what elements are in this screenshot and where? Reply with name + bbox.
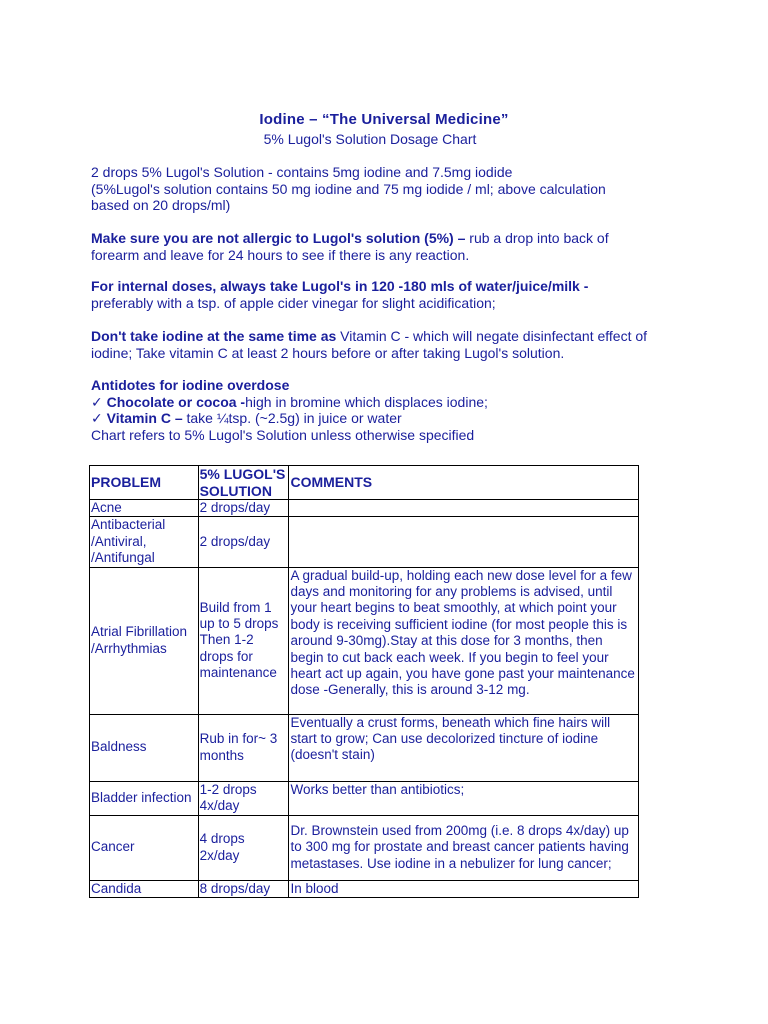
- intro-line-1: 2 drops 5% Lugol's Solution - contains 5mg iodine and 7.5mg iodide: [91, 164, 513, 180]
- antidote-vitamin-c-text: take ¼tsp. (~2.5g) in juice or water: [182, 410, 402, 426]
- checkmark-icon-chocolate-label: ✓ Chocolate or cocoa -: [91, 393, 246, 410]
- antidotes-section: [91, 377, 651, 443]
- problem-cell: Atrial Fibrillation /Arrhythmias: [90, 567, 199, 714]
- dose-cell: 2 drops/day: [198, 517, 289, 567]
- antidote-chocolate-text: high in bromine which displaces iodine;: [245, 393, 488, 410]
- dose-cell: Rub in for~ 3 months: [198, 714, 289, 781]
- comment-cell: [289, 517, 639, 567]
- comment-cell: Works better than antibiotics;: [289, 781, 639, 815]
- comment-cell: Eventually a crust forms, beneath which fine hairs will start to grow; Can use decolorized tincture of iodine (doesn't stain): [289, 714, 639, 781]
- allergy-paragraph: [91, 230, 651, 263]
- header-problem: PROBLEM: [90, 466, 199, 500]
- internal-dose-text: preferably with a tsp. of apple cider vinegar for slight acidification;: [91, 294, 496, 311]
- dose-cell: 8 drops/day: [198, 880, 289, 897]
- header-solution: 5% LUGOL'S SOLUTION: [198, 466, 289, 500]
- comment-cell: Dr. Brownstein used from 200mg (i.e. 8 drops 4x/day) up to 300 mg for prostate and breast cancer patients having metastases. Use iodine in a nebulizer for lung cancer;: [289, 815, 639, 880]
- document-title: Iodine – “The Universal Medicine”: [259, 111, 509, 128]
- problem-cell: Candida: [90, 880, 199, 897]
- problem-cell: Bladder infection: [90, 781, 199, 815]
- header-comments: COMMENTS: [289, 466, 639, 500]
- allergy-bold: Make sure you are not allergic to Lugol's solution (5%) –: [91, 230, 466, 246]
- table-row: [90, 781, 639, 815]
- problem-cell: Antibacterial /Antiviral, /Antifungal: [90, 517, 199, 567]
- table-row: [90, 880, 639, 897]
- problem-cell: Cancer: [90, 815, 199, 880]
- table-row: [90, 714, 639, 781]
- table-row: [90, 815, 639, 880]
- allergy-text: rub a drop into back of forearm and leave for 24 hours to see if there is any reaction.: [91, 230, 609, 263]
- dosage-table: [89, 465, 639, 898]
- vitamin-c-bold: Don't take iodine at the same time as: [91, 328, 337, 344]
- comment-cell: In blood: [289, 880, 639, 897]
- problem-cell: Baldness: [90, 714, 199, 781]
- intro-line-2: (5%Lugol's solution contains 50 mg iodine and 75 mg iodide / ml; above calculation: [91, 180, 606, 197]
- table-row: [90, 500, 639, 517]
- intro-line-3: based on 20 drops/ml): [91, 197, 231, 213]
- chart-note: Chart refers to 5% Lugol's Solution unless otherwise specified: [91, 426, 475, 443]
- dose-cell: 2 drops/day: [198, 500, 289, 517]
- table-row: [90, 567, 639, 714]
- table-header-row: [90, 466, 639, 500]
- comment-cell: A gradual build-up, holding each new dose level for a few days and monitoring for any problems is advised, until your heart begins to beat smoothly, at which point your body is receiving sufficient iodine (for most people this is around 9-30mg).Stay at this dose for 3 months, then begin to cut back each week. If you begin to feel your heart act up again, you have gone past your maintenance dose -Generally, this is around 3-12 mg.: [289, 567, 639, 714]
- dose-cell: 4 drops 2x/day: [198, 815, 289, 880]
- intro-paragraph: [91, 164, 651, 214]
- internal-dose-paragraph: [91, 278, 651, 311]
- problem-cell: Acne: [90, 500, 199, 517]
- checkmark-icon-vitamin-c-label: ✓ Vitamin C –: [91, 410, 183, 426]
- internal-dose-bold: For internal doses, always take Lugol's in 120 -180 mls of water/juice/milk -: [91, 278, 589, 294]
- antidotes-heading: Antidotes for iodine overdose: [91, 377, 290, 393]
- vitamin-c-text: Vitamin C - which will negate disinfectant effect of iodine; Take vitamin C at least 2 hours before or after taking Lugol's solution.: [91, 328, 648, 361]
- comment-cell: [289, 500, 639, 517]
- dose-cell: Build from 1 up to 5 drops Then 1-2 drops for maintenance: [198, 567, 289, 714]
- table-row: [90, 517, 639, 567]
- vitamin-c-paragraph: [91, 328, 651, 361]
- antidote-item-vitamin-c: [91, 410, 651, 427]
- dose-cell: 1-2 drops 4x/day: [198, 781, 289, 815]
- document-subtitle: 5% Lugol's Solution Dosage Chart: [263, 131, 477, 147]
- antidote-item-chocolate: [91, 394, 651, 411]
